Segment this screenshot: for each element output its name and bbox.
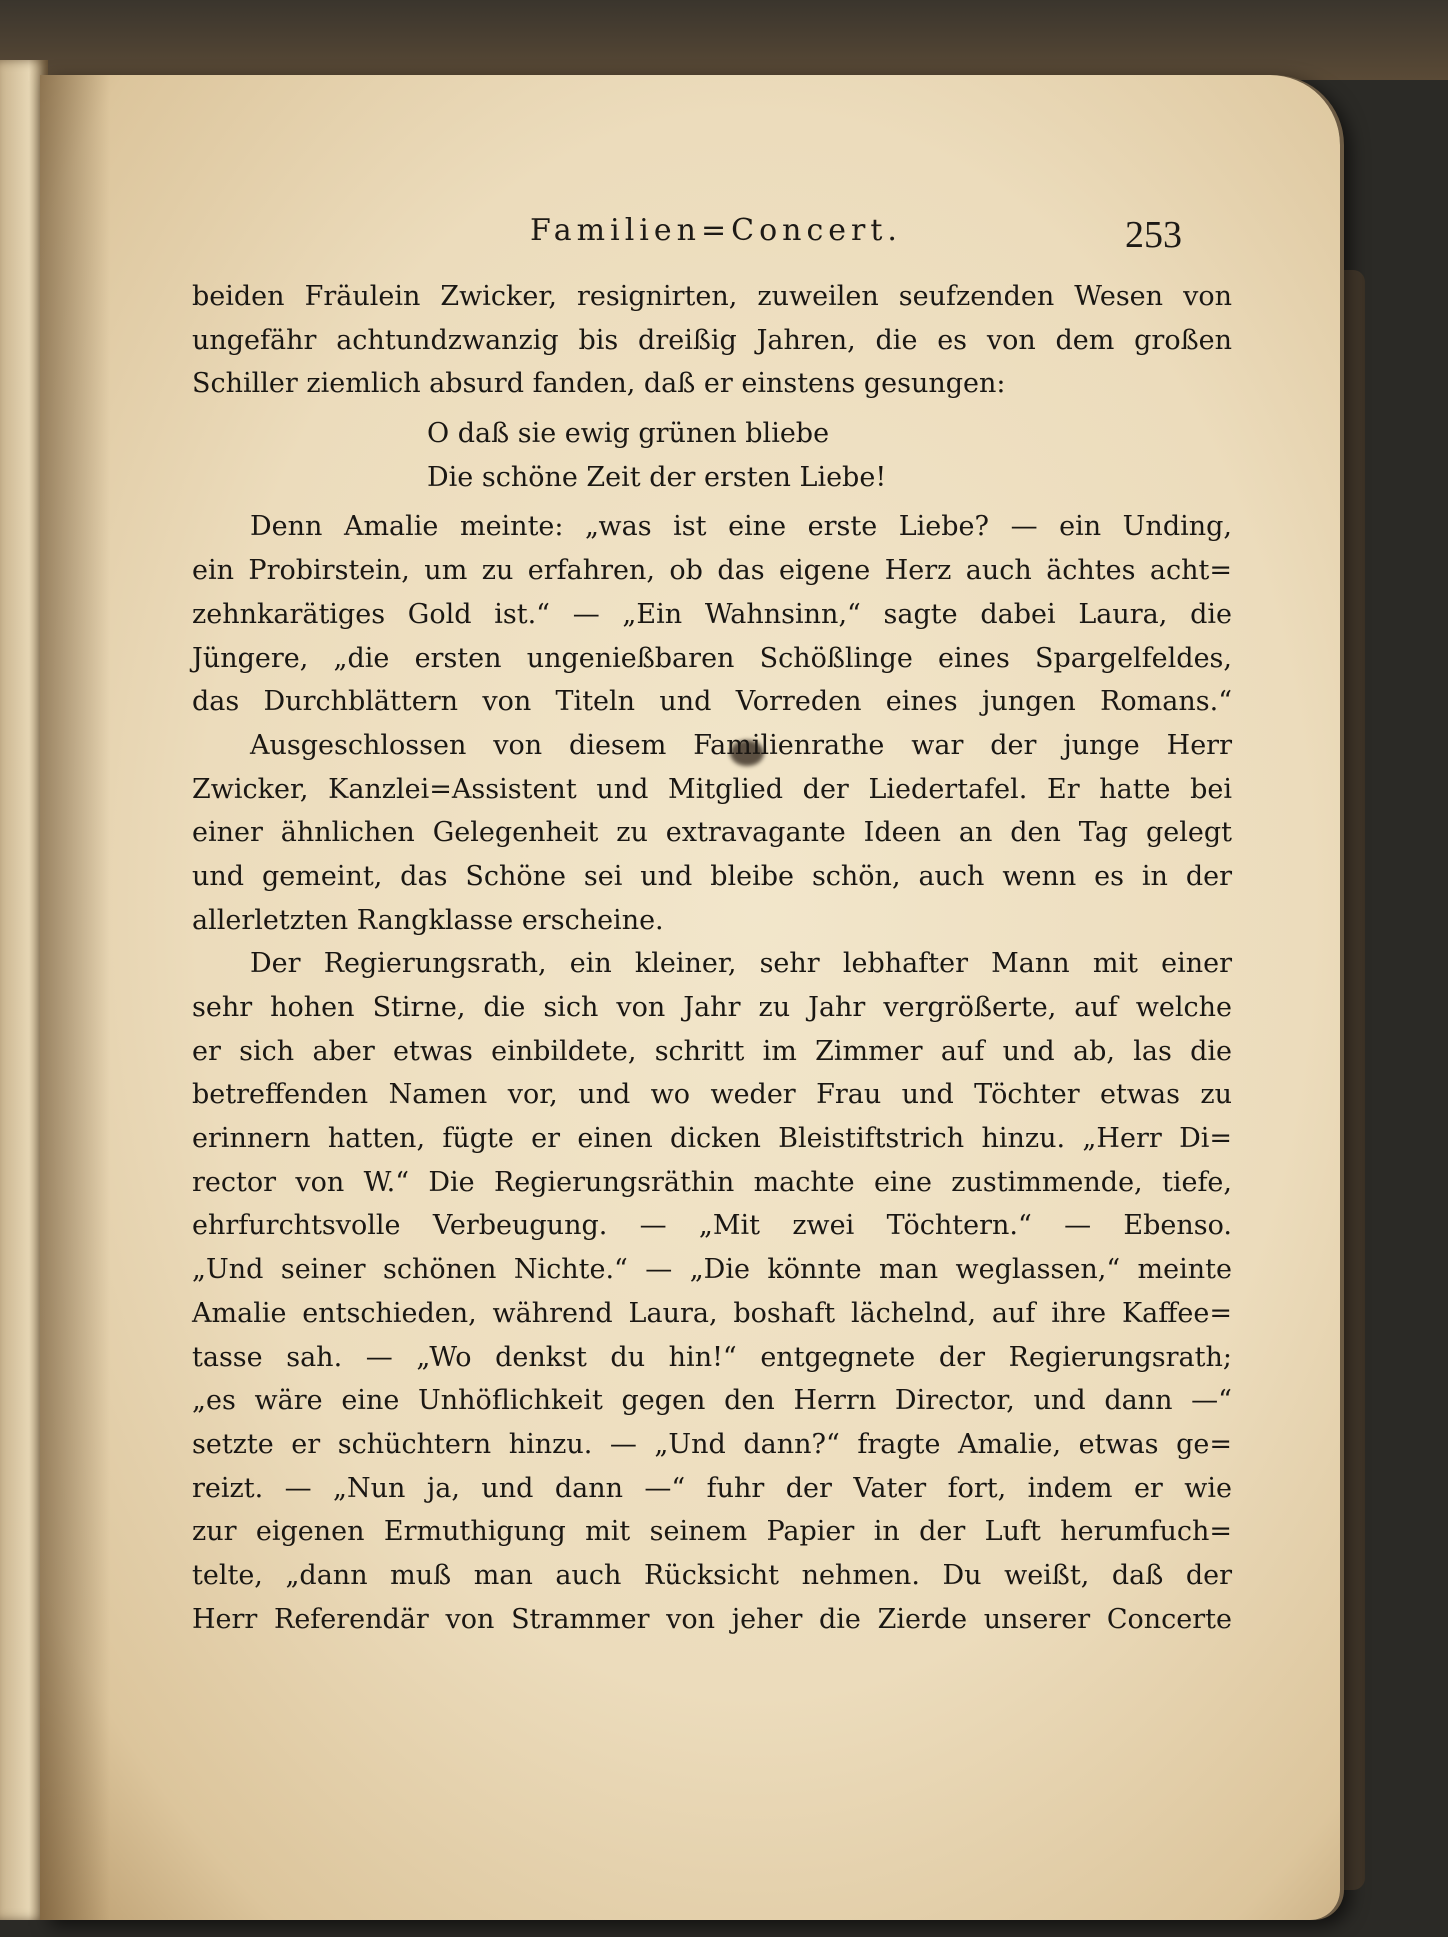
verse-line: O daß sie ewig grünen bliebe: [427, 418, 830, 450]
body-text: [192, 275, 1232, 1641]
text-line: Denn Amalie meinte: „was ist eine erste Liebe? — ein Unding,: [250, 511, 1232, 543]
text-line: Zwicker, Kanzlei=Assistent und Mitglied der Liedertafel. Er hatte bei: [192, 773, 1232, 805]
text-line: Amalie entschieden, während Laura, boshaft lächelnd, auf ihre Kaffee=: [192, 1297, 1232, 1329]
text-line: erinnern hatten, fügte er einen dicken Bleistiftstrich hinzu. „Herr Di=: [192, 1123, 1232, 1155]
text-line: ehrfurchtsvolle Verbeugung. — „Mit zwei Töchtern.“ — Ebenso.: [192, 1210, 1232, 1242]
book-page: [40, 75, 1340, 1920]
page-number: 253: [1125, 214, 1182, 256]
text-line: beiden Fräulein Zwicker, resignirten, zuweilen seufzenden Wesen von: [192, 281, 1232, 312]
verse-line: Die schöne Zeit der ersten Liebe!: [427, 461, 887, 493]
paragraph-2: [192, 505, 1232, 723]
text-line: Der Regierungsrath, ein kleiner, sehr lebhafter Mann mit einer: [250, 948, 1232, 980]
text-line: betreffenden Namen vor, und wo weder Frau und Töchter etwas zu: [192, 1079, 1232, 1111]
text-line: Herr Referendär von Strammer von jeher die Zierde unserer Concerte: [192, 1603, 1232, 1635]
text-line: und gemeint, das Schöne sei und bleibe schön, auch wenn es in der: [192, 860, 1232, 892]
text-line: zehnkarätiges Gold ist.“ — „Ein Wahnsinn,“ sagte dabei Laura, die: [192, 598, 1232, 630]
paragraph-3: [192, 724, 1232, 942]
text-line: telte, „dann muß man auch Rücksicht nehmen. Du weißt, daß der: [192, 1559, 1232, 1591]
running-title: Familien=Concert.: [530, 213, 902, 248]
text-line: setzte er schüchtern hinzu. — „Und dann?“ fragte Amalie, etwas ge=: [192, 1428, 1232, 1460]
text-line: Schiller ziemlich absurd fanden, daß er einstens gesungen:: [192, 368, 1006, 400]
text-line: „es wäre eine Unhöflichkeit gegen den Herrn Director, und dann —“: [192, 1385, 1232, 1417]
text-line: ein Probirstein, um zu erfahren, ob das eigene Herz auch ächtes acht=: [192, 555, 1232, 587]
text-line: zur eigenen Ermuthigung mit seinem Papier in der Luft herumfuch=: [192, 1516, 1232, 1548]
paragraph-1: [192, 275, 1232, 406]
text-line: er sich aber etwas einbildete, schritt im Zimmer auf und ab, las die: [192, 1035, 1232, 1067]
text-line: das Durchblättern von Titeln und Vorreden eines jungen Romans.“: [192, 686, 1232, 718]
verse-quote: [192, 412, 1232, 499]
text-line: Jüngere, „die ersten ungenießbaren Schößlinge eines Spargelfeldes,: [192, 642, 1232, 674]
text-line: rector von W.“ Die Regierungsräthin machte eine zustimmende, tiefe,: [192, 1166, 1232, 1198]
text-line: allerletzten Rangklasse erscheine.: [192, 904, 664, 936]
text-line: ungefähr achtundzwanzig bis dreißig Jahren, die es von dem großen: [192, 324, 1232, 356]
text-line: Ausgeschlossen von diesem Familienrathe war der junge Herr: [250, 729, 1232, 761]
text-line: tasse sah. — „Wo denkst du hin!“ entgegnete der Regierungsrath;: [192, 1341, 1232, 1373]
scan-background: [0, 0, 1448, 80]
text-line: einer ähnlichen Gelegenheit zu extravagante Ideen an den Tag gelegt: [192, 817, 1232, 849]
paragraph-4: [192, 942, 1232, 1641]
text-line: „Und seiner schönen Nichte.“ — „Die könnte man weglassen,“ meinte: [192, 1254, 1232, 1286]
page-header: [40, 205, 1340, 265]
gutter-shadow: [40, 75, 110, 1920]
text-line: reizt. — „Nun ja, und dann —“ fuhr der Vater fort, indem er wie: [192, 1472, 1232, 1504]
text-line: sehr hohen Stirne, die sich von Jahr zu Jahr vergrößerte, auf welche: [192, 992, 1232, 1023]
